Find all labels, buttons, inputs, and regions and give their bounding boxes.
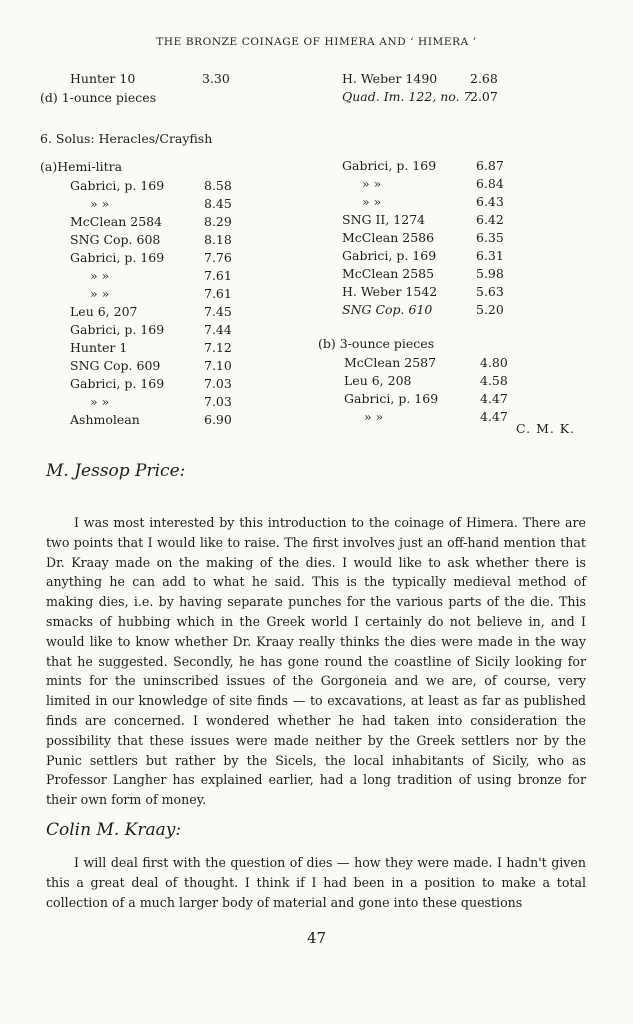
list-item [70,249,260,267]
coin-weight: 6.42 [476,212,504,227]
table-row [342,88,512,106]
list-item [70,303,260,321]
list-item [344,390,524,408]
three-ounce-list [344,354,524,426]
coin-weight: 5.63 [476,284,504,299]
coin-reference: Leu 6, 207 [70,304,138,319]
list-item [70,411,260,429]
coin-reference: H. Weber 1490 [342,71,438,86]
coin-reference: SNG Cop. 609 [70,358,161,373]
running-head: THE BRONZE COINAGE OF HIMERA AND ‘ HIMERA ’ [156,36,477,48]
coin-reference: Gabrici, p. 169 [70,250,165,265]
coin-weight: 4.47 [480,391,508,406]
coin-reference: Quad. Im. 122, no. 7 [342,89,472,104]
hemi-litra-list-right [342,157,522,319]
list-item [342,265,522,283]
coin-reference: Gabrici, p. 169 [70,178,165,193]
coin-weight: 7.76 [204,250,232,265]
table-row [70,70,240,88]
section-heading: 6. Solus: Heracles/Crayfish [40,131,213,146]
coin-weight: 7.03 [204,376,232,391]
coin-weight: 6.35 [476,230,504,245]
coin-weight: 8.18 [204,232,232,247]
coin-weight: 7.03 [204,394,232,409]
coin-weight: 7.44 [204,322,232,337]
ditto-mark: » » [90,286,110,301]
coin-reference: McClean 2584 [70,214,163,229]
list-item [70,357,260,375]
list-item [344,372,524,390]
page-number: 47 [306,929,327,947]
coin-reference: Gabrici, p. 169 [70,376,165,391]
coin-weight: 4.58 [480,373,508,388]
coin-weight: 5.20 [476,302,504,317]
list-item [342,301,522,319]
list-item [342,229,522,247]
list-item [342,193,522,211]
coin-weight: 7.61 [204,286,232,301]
list-item [342,175,522,193]
table-row [342,70,512,88]
list-item [344,354,524,372]
coin-reference: McClean 2586 [342,230,435,245]
coin-weight: 7.61 [204,268,232,283]
coin-reference: Leu 6, 208 [344,373,412,388]
ditto-mark: » » [90,268,110,283]
ditto-mark: » » [364,409,384,424]
ditto-mark: » » [362,194,382,209]
ditto-mark: » » [90,196,110,211]
coin-reference: H. Weber 1542 [342,284,438,299]
coin-weight: 2.68 [470,71,498,86]
coin-weight: 7.12 [204,340,232,355]
coin-weight: 6.84 [476,176,504,191]
list-item [70,375,260,393]
list-item [344,408,524,426]
coin-weight: 6.31 [476,248,504,263]
speaker-name-price: M. Jessop Price: [46,461,186,481]
coin-reference: SNG Cop. 608 [70,232,161,247]
speaker-name-kraay: Colin M. Kraay: [46,820,182,840]
author-initials: C. M. K. [516,421,576,436]
coin-reference: McClean 2587 [344,355,437,370]
ditto-mark: » » [90,394,110,409]
coin-weight: 6.90 [204,412,232,427]
coin-weight: 5.98 [476,266,504,281]
list-item [70,177,260,195]
subsection-heading-b: (b) 3-ounce pieces [318,336,435,351]
hemi-litra-list-left [70,177,260,429]
coin-reference: Ashmolean [70,412,140,427]
subsection-heading-d: (d) 1-ounce pieces [40,90,157,105]
list-item [70,393,260,411]
coin-weight: 8.45 [204,196,232,211]
paragraph-kraay: I will deal first with the question of dies — how they were made. I hadn't given this a great deal of thought. I think if I had been in a position to make a total collection of a much larger body of material and gone into these questions [46,855,586,910]
list-item [70,321,260,339]
coin-weight: 6.87 [476,158,504,173]
coin-weight: 7.10 [204,358,232,373]
coin-reference: Gabrici, p. 169 [342,248,437,263]
top-right-table [342,70,512,106]
list-item [342,211,522,229]
list-item [70,231,260,249]
list-item [342,157,522,175]
coin-reference: SNG II, 1274 [342,212,426,227]
coin-reference: SNG Cop. 610 [342,302,433,317]
coin-weight: 8.29 [204,214,232,229]
coin-reference: Gabrici, p. 169 [344,391,439,406]
coin-weight: 2.07 [470,89,498,104]
subsection-heading-a: (a)Hemi-litra [40,159,123,174]
coin-weight: 3.30 [202,71,230,86]
coin-reference: Gabrici, p. 169 [342,158,437,173]
ditto-mark: » » [362,176,382,191]
coin-weight: 7.45 [204,304,232,319]
list-item [70,339,260,357]
top-left-table [70,70,240,88]
paragraph-price: I was most interested by this introduction to the coinage of Himera. There are two points that I would like to raise. The first involves just an off-hand mention that Dr. Kraay made on the making of the dies. I would like to ask whether there is anything he can add to what he said. This is the typically medieval method of making dies, i.e. by having separate punches for the various parts of the die. This smacks of hubbing which in the Greek world I certainly do not believe in, and I would like to know whether Dr. Kraay really thinks the dies were made in the way that he suggested. Secondly, he has gone round the coastline of Sicily looking for mints for the uninscribed issues of the Gorgoneia and we are, of course, very limited in our knowledge of site finds — to excavations, at least as far as published finds are concerned. I wondered whether he had taken into consideration the possibility that these issues were made neither by the Greek settlers nor by the Punic settlers but rather by the Sicels, the local inhabitants of Sicily, who as Professor Langher has explained earlier, had a long tradition of using bronze for their own form of money. [46,515,586,808]
list-item [70,267,260,285]
list-item [70,195,260,213]
list-item [70,213,260,231]
coin-reference: Gabrici, p. 169 [70,322,165,337]
coin-reference: Hunter 10 [70,71,136,86]
list-item [342,283,522,301]
coin-weight: 4.80 [480,355,508,370]
list-item [70,285,260,303]
list-item [342,247,522,265]
coin-weight: 4.47 [480,409,508,424]
coin-reference: McClean 2585 [342,266,435,281]
coin-reference: Hunter 1 [70,340,128,355]
coin-weight: 6.43 [476,194,504,209]
coin-weight: 8.58 [204,178,232,193]
